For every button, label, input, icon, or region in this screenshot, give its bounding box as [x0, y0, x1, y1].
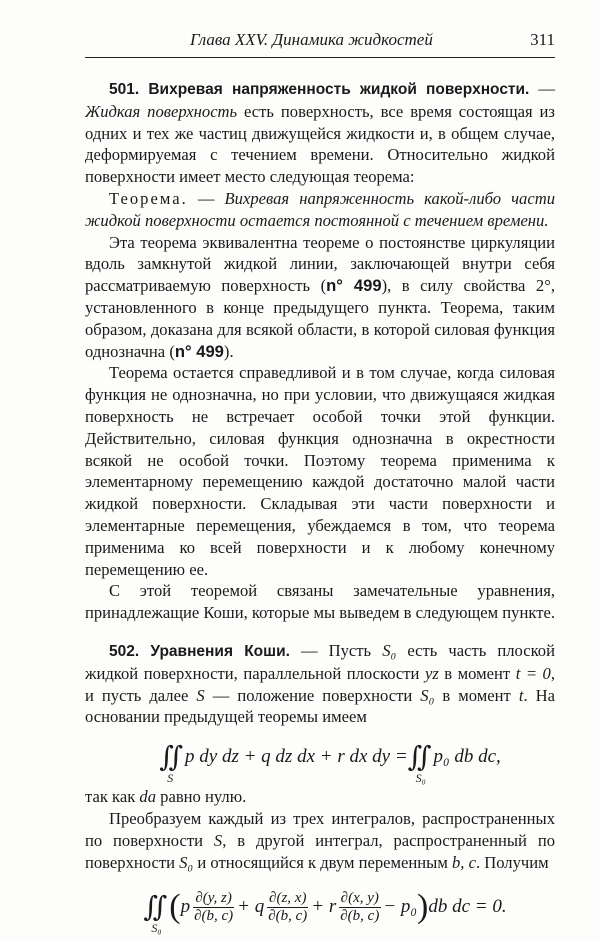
jacobian-fraction: $\frac{\partial(x, y)}{\partial(b, c)}$: [340, 889, 380, 924]
paragraph: Теорема остается справедливой и в том случае, когда силовая функция не однозначна, но при условии, что движущаяся жидкая поверхность не встречает особой точки этой функции. Действительно, силовая функция однозначна в окрестности всякой не особой точки. Поэтому теорема применима к элементарному перемещению каждой достаточно малой части жидкой поверхности. Складывая эти части поверхности и элементарные перемещения, убеждаемся в том, что теорема применима ко всей поверхности и к любому конечному перемещению ее.: [85, 363, 555, 579]
double-integral-symbol: ∬ S₀: [407, 742, 432, 786]
page-number: 311: [530, 30, 555, 49]
jacobian-fraction: $\frac{\partial(y, z)}{\partial(b, c)}$: [194, 889, 234, 924]
paragraph: так как da равно нулю.: [85, 787, 247, 807]
double-integral-symbol: ∬ S: [159, 742, 184, 786]
section-501-title: 501. Вихревая напряженность жидкой поверхности.: [109, 81, 530, 98]
jacobian-fraction: $\frac{\partial(z, x)}{\partial(b, c)}$: [268, 889, 308, 924]
right-paren: ): [417, 888, 429, 926]
theorem-label: Теорема.: [109, 188, 188, 208]
paragraph: Эта теорема эквивалентна теореме о постоянстве циркуляции вдоль замкнутой жидкой линии, заключающей внутри себя рассматриваемую поверхность (n° 499), в силу свойства 2°, установленного в конце предыдущего пункта. Теорема, таким образом, доказана для всякой области, в которой силовая функция однозначна (n° 499).: [85, 232, 555, 361]
theorem: Теорема. — Вихревая напряженность какой-либо части жидкой поверхности остается постоянной с течением времени.: [85, 188, 555, 230]
section-502-intro: 502. Уравнения Коши. — Пусть S₀ есть часть плоской жидкой поверхности, параллельной плоскости yz в момент t = 0, и пусть далее S — положение поверхности S₀ в момент t. На основании предыдущей теоремы имеем: [85, 640, 556, 727]
chapter-title: Глава XXV. Динамика жидкостей: [190, 30, 433, 49]
paragraph: Преобразуем каждый из трех интегралов, распространенных по поверхности S, в другой интеграл, распространенный по поверхности S₀ и относящийся к двум переменным b, c. Получим: [85, 808, 555, 872]
paragraph: С этой теоремой связаны замечательные уравнения, принадлежащие Коши, которые мы выведем в следующем пункте.: [85, 581, 555, 623]
section-502-title: 502. Уравнения Коши.: [109, 642, 290, 660]
cross-reference: n° 499: [174, 341, 224, 361]
double-integral-symbol: ∬ S₀: [143, 892, 168, 936]
definition-term: Жидкая поверхность: [85, 101, 238, 121]
section-501-intro: 501. Вихревая напряженность жидкой поверхности. — Жидкая поверхность есть поверхность, все время состоящая из одних и тех же частиц движущейся жидкости и, в общем случае, деформируемая с течением времени. Относительно жидкой поверхности имеет место следующая теорема:: [85, 79, 555, 187]
equation-2: ∬ S₀ ( p $\frac{\partial(y, z)}{\partial(b, c)}$ + q $\frac{\partial(z, x)}{\partial(b, c)}$ + r $\frac{\partial(x, y)}{\partial(b, c)}$ − p₀ ) db dc = 0.: [143, 888, 507, 936]
left-paren: (: [169, 888, 181, 926]
equation-1-right: p₀ db dc,: [433, 746, 501, 768]
equation-1-left: p dy dz + q dz dx + r dx dy =: [185, 746, 408, 768]
running-head: [85, 30, 555, 58]
cross-reference: n° 499: [326, 276, 382, 296]
book-page: [85, 30, 555, 941]
equation-1: [105, 728, 555, 786]
theorem-text: Вихревая напряженность какой-либо части жидкой поверхности остается постоянной с течением времени.: [85, 188, 555, 230]
